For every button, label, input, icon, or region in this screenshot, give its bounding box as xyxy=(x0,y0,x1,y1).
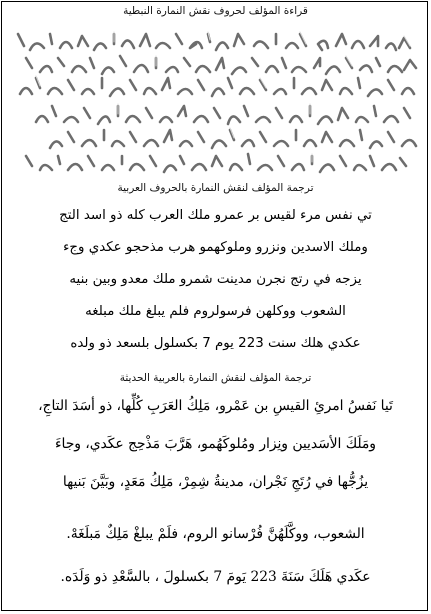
page-title: قراءة المؤلف لحروف نقش النمارة النبطية xyxy=(123,5,308,17)
nabataean-inscription-image xyxy=(6,24,425,174)
modern-arabic-line-3: يزُجُّها في رُتَجِ نَجْران، مدينةُ شِمِرْ، مَلِكُ مَعَدٍ، وبَيَّنَ بَنيها xyxy=(62,474,369,490)
modern-arabic-line-4: الشعوب، ووكَّلَهُنَّ فُرْسانو الروم، فلَمْ يبلغْ مَلِكٌ مَبلَغَهْ. xyxy=(66,526,365,542)
modern-arabic-line-2: ومَلَكَ الأسَديين ونِزار ومُلوكَهُمو، هَرَّبَ مَذْحِج عكَدي، وجاءَ xyxy=(55,436,376,452)
arabic-letters-line-5: عكدي هلك سنت 223 يوم 7 بكسلول بلسعد ذو ولده xyxy=(70,336,361,351)
section-heading-modern-arabic: ترجمة المؤلف لنقش النمارة بالعربية الحديثة xyxy=(119,372,312,384)
modern-arabic-line-5: عكَدي هَلَكَ سَنَةَ 223 يَومَ 7 بكسلولَ ، بالسَّعْدِ ذو وَلَدَه. xyxy=(60,569,371,585)
section-heading-arabic-letters: ترجمة المؤلف لنقش النمارة بالحروف العربية xyxy=(117,182,314,194)
arabic-letters-line-1: تي نفس مرء لقيس بر عمرو ملك العرب كله ذو اسد التج xyxy=(59,208,372,223)
arabic-letters-line-3: يزجه في رتج نجرن مدينت شمرو ملك معدو وبين بنيه xyxy=(69,272,362,287)
arabic-letters-line-4: الشعوب ووكلهن فرسولروم فلم يبلغ ملك مبلغه xyxy=(85,304,346,319)
modern-arabic-line-1: تَيا نَفسُ امرئِ القيسِ بن عَمْرو، مَلِكُ العَرَبِ كُلِّها، ذو أسَدَ التاجِ، xyxy=(38,398,393,414)
arabic-letters-line-2: وملك الاسدين ونزرو وملوكهمو هرب مذحجو عكدي وجء xyxy=(63,240,368,255)
